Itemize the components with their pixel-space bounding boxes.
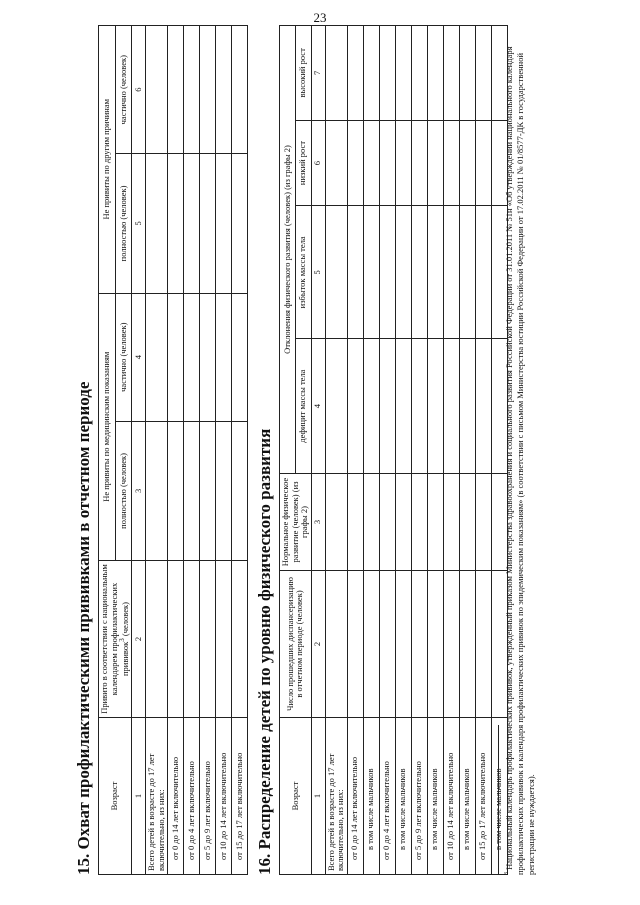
table-cell[interactable] — [395, 339, 411, 474]
table-cell[interactable] — [325, 206, 347, 339]
table-cell[interactable] — [200, 421, 216, 560]
row-label: от 0 до 4 лет включительно — [184, 718, 200, 875]
column-number: 3 — [311, 474, 325, 571]
table-cell[interactable] — [363, 474, 379, 571]
table-row — [395, 26, 411, 875]
table-cell[interactable] — [146, 421, 168, 560]
page-number: 23 — [313, 10, 327, 25]
table-cell[interactable] — [325, 339, 347, 474]
table-cell[interactable] — [395, 120, 411, 206]
table-cell[interactable] — [184, 293, 200, 421]
table-cell[interactable] — [216, 154, 232, 293]
table-cell[interactable] — [347, 206, 363, 339]
table-row — [363, 26, 379, 875]
column-number: 4 — [311, 339, 325, 474]
table-cell[interactable] — [325, 474, 347, 571]
header-not-other: Не привиты по другим причинам — [99, 26, 116, 294]
row-label: от 5 до 9 лет включительно — [411, 718, 427, 875]
table-cell[interactable] — [347, 474, 363, 571]
header-low-growth: низкий рост — [295, 120, 311, 206]
table-row — [475, 26, 491, 875]
table-cell[interactable] — [459, 120, 475, 206]
vaccination-coverage-table — [98, 25, 248, 875]
table-row — [427, 26, 443, 875]
row-label: от 10 до 14 лет включительно — [216, 718, 232, 875]
table-row — [200, 26, 216, 875]
footnote-text: Национальный календарь профилактических прививок, утвержденный приказом Министерства здравоохранения и социального развития Российской Федерации от 31.01.2011 № 51н «Об утверждении национального календаря профилактических прививок и календаря профилактических прививок по эпидемическим показаниям» (в соответствии с письмом Министерства юстиции Российской Федерации от 17.02.2011 № 01/8577-ДК в государственной регистрации не нуждается). — [504, 46, 537, 875]
table-cell[interactable] — [168, 26, 184, 154]
table-cell[interactable] — [347, 120, 363, 206]
header-vaccinated-unit: (человек) — [119, 602, 130, 637]
row-label: в том числе мальчиков — [491, 718, 507, 875]
table-cell[interactable] — [411, 474, 427, 571]
table-cell[interactable] — [184, 154, 200, 293]
table-cell[interactable] — [459, 339, 475, 474]
table-cell[interactable] — [363, 571, 379, 718]
table-cell[interactable] — [325, 26, 347, 121]
table-cell[interactable] — [395, 474, 411, 571]
column-number: 4 — [132, 293, 146, 421]
table-cell[interactable] — [427, 26, 443, 121]
table-cell[interactable] — [363, 26, 379, 121]
header-vaccinated — [99, 561, 132, 718]
table-cell[interactable] — [395, 26, 411, 121]
row-label: от 10 до 14 лет включительно — [443, 718, 459, 875]
table-cell[interactable] — [379, 120, 395, 206]
header-other-full: полностью (человек) — [115, 154, 132, 293]
table-cell[interactable] — [200, 293, 216, 421]
column-number: 5 — [311, 206, 325, 339]
table-cell[interactable] — [184, 421, 200, 560]
header-medical-partial: частично (человек) — [115, 293, 132, 421]
physical-development-table — [279, 25, 511, 875]
column-number: 5 — [132, 154, 146, 293]
table-cell[interactable] — [427, 120, 443, 206]
table-cell[interactable] — [379, 339, 395, 474]
table-cell[interactable] — [200, 561, 216, 718]
column-number: 2 — [132, 561, 146, 718]
column-number: 1 — [132, 718, 146, 875]
table-cell[interactable] — [443, 26, 459, 121]
table-cell[interactable] — [232, 561, 248, 718]
table-cell[interactable] — [411, 120, 427, 206]
table-cell[interactable] — [475, 339, 491, 474]
table-cell[interactable] — [363, 120, 379, 206]
row-label: от 0 до 14 лет включительно — [347, 718, 363, 875]
header-normal: Нормальное физическое развитие (человек) (из графы 2) — [280, 474, 312, 571]
footnote — [504, 25, 537, 875]
table-cell[interactable] — [427, 474, 443, 571]
table-row — [443, 26, 459, 875]
row-label: от 15 до 17 лет включительно — [475, 718, 491, 875]
column-number: 7 — [311, 26, 325, 121]
column-numbers-row — [311, 26, 325, 875]
table-cell[interactable] — [475, 571, 491, 718]
table-cell[interactable] — [168, 154, 184, 293]
section-16-title: 16. Распределение детей по уровню физического развития — [255, 428, 274, 875]
row-label: в том числе мальчиков — [395, 718, 411, 875]
table-cell[interactable] — [443, 474, 459, 571]
table-cell[interactable] — [184, 26, 200, 154]
row-label: от 15 до 17 лет включительно — [232, 718, 248, 875]
table-cell[interactable] — [411, 206, 427, 339]
column-number: 1 — [311, 718, 325, 875]
row-label: от 0 до 14 лет включительно — [168, 718, 184, 875]
table-cell[interactable] — [216, 26, 232, 154]
table-cell[interactable] — [459, 206, 475, 339]
table-cell[interactable] — [475, 26, 491, 121]
header-medical-full: полностью (человек) — [115, 421, 132, 560]
table-cell[interactable] — [325, 120, 347, 206]
footnote-divider — [498, 725, 499, 875]
header-examined: Число прошедших диспансеризацию в отчетном периоде (человек) — [280, 571, 312, 718]
table-row — [379, 26, 395, 875]
table-cell[interactable] — [475, 206, 491, 339]
header-other-partial: частично (человек) — [115, 26, 132, 154]
table-cell[interactable] — [146, 561, 168, 718]
table-cell[interactable] — [443, 206, 459, 339]
table-cell[interactable] — [411, 339, 427, 474]
table-cell[interactable] — [379, 571, 395, 718]
table-cell[interactable] — [184, 561, 200, 718]
table-cell[interactable] — [459, 474, 475, 571]
table-cell[interactable] — [395, 571, 411, 718]
table-cell[interactable] — [363, 206, 379, 339]
table-row — [184, 26, 200, 875]
row-label: в том числе мальчиков — [427, 718, 443, 875]
table-cell[interactable] — [232, 293, 248, 421]
table-cell[interactable] — [232, 26, 248, 154]
row-label: от 0 до 4 лет включительно — [379, 718, 395, 875]
table-cell[interactable] — [379, 474, 395, 571]
footnote-ref: 3 — [118, 638, 127, 642]
column-number: 3 — [132, 421, 146, 560]
table-cell[interactable] — [146, 293, 168, 421]
header-deviations: Отклонения физического развития (человек) (из графы 2) — [280, 26, 296, 474]
table-row — [232, 26, 248, 875]
header-age: Возраст — [280, 718, 312, 875]
table-cell[interactable] — [427, 339, 443, 474]
row-label: в том числе мальчиков — [459, 718, 475, 875]
row-label: Всего детей в возрасте до 17 лет включительно, из них: — [146, 718, 168, 875]
table-cell[interactable] — [216, 561, 232, 718]
table-cell[interactable] — [475, 120, 491, 206]
table-cell[interactable] — [379, 206, 395, 339]
column-number: 2 — [311, 571, 325, 718]
table-cell[interactable] — [146, 154, 168, 293]
table-cell[interactable] — [411, 571, 427, 718]
section-15-title: 15. Охват профилактическими прививками в отчетном периоде — [74, 381, 93, 875]
table-cell[interactable] — [232, 421, 248, 560]
column-number: 6 — [311, 120, 325, 206]
header-mass-deficit: дефицит массы тела — [295, 339, 311, 474]
table-cell[interactable] — [168, 421, 184, 560]
table-row — [146, 26, 168, 875]
table-cell[interactable] — [395, 206, 411, 339]
table-cell[interactable] — [443, 339, 459, 474]
header-high-growth: высокий рост — [295, 26, 311, 121]
table-cell[interactable] — [475, 474, 491, 571]
table-cell[interactable] — [232, 154, 248, 293]
table-cell[interactable] — [216, 421, 232, 560]
table-cell[interactable] — [443, 571, 459, 718]
row-label: от 5 до 9 лет включительно — [200, 718, 216, 875]
table-cell[interactable] — [411, 26, 427, 121]
table-cell[interactable] — [347, 26, 363, 121]
header-not-medical: Не привиты по медицинским показаниям — [99, 293, 116, 560]
header-mass-excess: избыток массы тела — [295, 206, 311, 339]
footnote-marker: 3 — [504, 872, 511, 875]
header-vaccinated-main: Привито в соответствии с национальным календарем профилактических прививок — [99, 564, 130, 714]
table-cell[interactable] — [200, 26, 216, 154]
table-cell[interactable] — [216, 293, 232, 421]
table-cell[interactable] — [427, 206, 443, 339]
table-row — [168, 26, 184, 875]
table-cell[interactable] — [459, 26, 475, 121]
table-cell[interactable] — [325, 571, 347, 718]
table-cell[interactable] — [168, 293, 184, 421]
table-cell[interactable] — [379, 26, 395, 121]
header-age: Возраст — [99, 718, 132, 875]
physical-development-body — [325, 26, 507, 875]
table-cell[interactable] — [146, 26, 168, 154]
table-cell[interactable] — [347, 339, 363, 474]
table-cell[interactable] — [427, 571, 443, 718]
table-row — [216, 26, 232, 875]
table-cell[interactable] — [347, 571, 363, 718]
table-row — [325, 26, 347, 875]
table-cell[interactable] — [443, 120, 459, 206]
table-row — [411, 26, 427, 875]
table-cell[interactable] — [200, 154, 216, 293]
rotated-page-content — [70, 20, 570, 880]
row-label: Всего детей в возрасте до 17 лет включительно, из них: — [325, 718, 347, 875]
row-label: в том числе мальчиков — [363, 718, 379, 875]
table-cell[interactable] — [459, 571, 475, 718]
column-number: 6 — [132, 26, 146, 154]
table-row — [347, 26, 363, 875]
table-row — [459, 26, 475, 875]
table-cell[interactable] — [363, 339, 379, 474]
table-cell[interactable] — [168, 561, 184, 718]
